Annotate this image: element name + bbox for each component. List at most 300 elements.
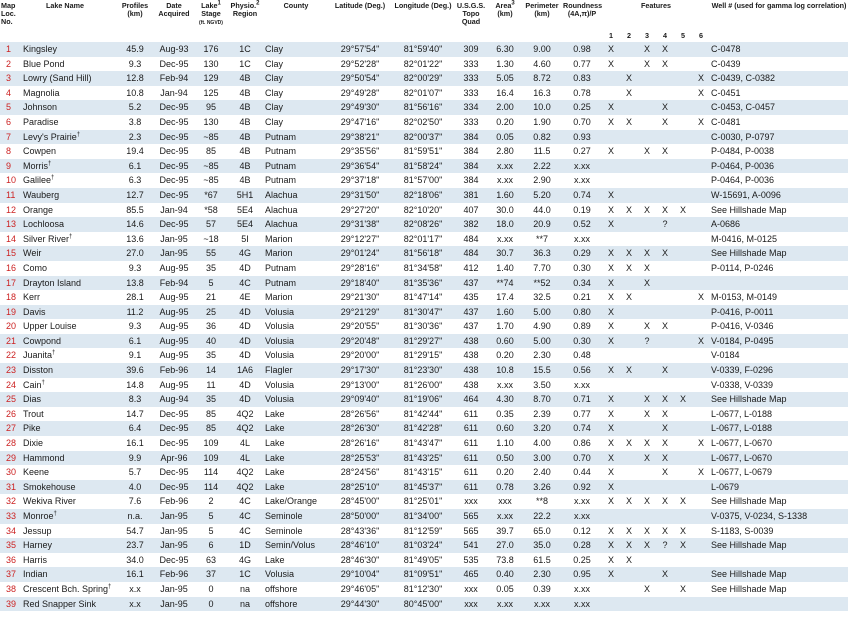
well-number: A-0686 bbox=[710, 217, 848, 232]
feature-5-mark bbox=[674, 305, 692, 320]
physio-region: 4D bbox=[226, 378, 264, 393]
map-loc-number: 29 bbox=[0, 451, 22, 466]
area-km2: 30.7 bbox=[488, 246, 522, 261]
latitude: 29°38'21" bbox=[328, 130, 392, 145]
latitude: 28°25'53" bbox=[328, 451, 392, 466]
perimeter-km: 61.5 bbox=[522, 553, 562, 568]
area-km2: 0.05 bbox=[488, 130, 522, 145]
feature-2-mark bbox=[620, 480, 638, 495]
well-number: See Hillshade Map bbox=[710, 203, 848, 218]
feature-5-mark bbox=[674, 86, 692, 101]
lake-name-text: Magnolia bbox=[23, 87, 60, 98]
perimeter-km: **8 bbox=[522, 494, 562, 509]
feature-5-mark bbox=[674, 334, 692, 349]
profiles-km: 5.2 bbox=[118, 100, 152, 115]
usgs-quad: 611 bbox=[454, 451, 488, 466]
longitude: 81°19'06" bbox=[392, 392, 454, 407]
table-row bbox=[0, 509, 848, 524]
lake-name-text: Smokehouse bbox=[23, 481, 76, 492]
feature-6-mark bbox=[692, 348, 710, 363]
lake-name bbox=[22, 130, 118, 145]
well-number: P-0464, P-0036 bbox=[710, 173, 848, 188]
feature-2-mark: X bbox=[620, 246, 638, 261]
feature-5-mark bbox=[674, 217, 692, 232]
usgs-quad: 381 bbox=[454, 188, 488, 203]
lake-stage: 5 bbox=[196, 524, 226, 539]
feature-5-mark bbox=[674, 421, 692, 436]
map-loc-number: 15 bbox=[0, 246, 22, 261]
feature-6-mark bbox=[692, 130, 710, 145]
profiles-km: 27.0 bbox=[118, 246, 152, 261]
area-km2: 1.70 bbox=[488, 319, 522, 334]
latitude: 28°26'16" bbox=[328, 436, 392, 451]
table-row bbox=[0, 363, 848, 378]
feature-5-mark bbox=[674, 290, 692, 305]
feature-2-mark bbox=[620, 378, 638, 393]
lake-name bbox=[22, 465, 118, 480]
well-number: L-0677, L-0188 bbox=[710, 407, 848, 422]
perimeter-km: 9.00 bbox=[522, 42, 562, 57]
longitude: 81°23'30" bbox=[392, 363, 454, 378]
lake-name bbox=[22, 378, 118, 393]
physio-region: 4D bbox=[226, 348, 264, 363]
profiles-km: 14.8 bbox=[118, 378, 152, 393]
usgs-quad: 611 bbox=[454, 407, 488, 422]
lake-name bbox=[22, 42, 118, 57]
table-row bbox=[0, 217, 848, 232]
area-km2: 10.8 bbox=[488, 363, 522, 378]
lake-stage: 130 bbox=[196, 57, 226, 72]
usgs-quad: 435 bbox=[454, 290, 488, 305]
lake-stage: 5 bbox=[196, 276, 226, 291]
feature-2-mark: X bbox=[620, 203, 638, 218]
feature-2-mark: X bbox=[620, 524, 638, 539]
feature-2-mark bbox=[620, 319, 638, 334]
longitude: 81°29'27" bbox=[392, 334, 454, 349]
date-acquired: Dec-95 bbox=[152, 100, 196, 115]
county: Lake bbox=[264, 451, 328, 466]
longitude: 81°56'18" bbox=[392, 246, 454, 261]
feature-2-mark: X bbox=[620, 115, 638, 130]
roundness: 0.30 bbox=[562, 261, 602, 276]
latitude: 28°45'00" bbox=[328, 494, 392, 509]
lake-stage: 85 bbox=[196, 144, 226, 159]
well-number: See Hillshade Map bbox=[710, 246, 848, 261]
feature-1-mark: X bbox=[602, 553, 620, 568]
feature-1-mark: X bbox=[602, 363, 620, 378]
roundness: 0.78 bbox=[562, 86, 602, 101]
map-loc-number: 22 bbox=[0, 348, 22, 363]
feature-2-mark bbox=[620, 509, 638, 524]
lake-stage: 85 bbox=[196, 407, 226, 422]
perimeter-km: 4.90 bbox=[522, 319, 562, 334]
feature-3-mark: X bbox=[638, 407, 656, 422]
feature-3-mark bbox=[638, 465, 656, 480]
usgs-quad: 464 bbox=[454, 392, 488, 407]
feature-1-mark bbox=[602, 582, 620, 597]
date-acquired: Aug-95 bbox=[152, 305, 196, 320]
usgs-quad: 334 bbox=[454, 100, 488, 115]
feature-3-mark bbox=[638, 290, 656, 305]
feature-6-mark bbox=[692, 42, 710, 57]
map-loc-number: 36 bbox=[0, 553, 22, 568]
profiles-km: 6.4 bbox=[118, 421, 152, 436]
county: Clay bbox=[264, 115, 328, 130]
dagger-mark: † bbox=[48, 160, 52, 167]
physio-region: 1D bbox=[226, 538, 264, 553]
feature-1-mark: X bbox=[602, 188, 620, 203]
well-number: C-0030, P-0797 bbox=[710, 130, 848, 145]
physio-region: 5E4 bbox=[226, 203, 264, 218]
table-row bbox=[0, 348, 848, 363]
roundness: x.xx bbox=[562, 509, 602, 524]
table-row bbox=[0, 86, 848, 101]
perimeter-km: 22.2 bbox=[522, 509, 562, 524]
perimeter-km: 2.40 bbox=[522, 465, 562, 480]
well-number bbox=[710, 597, 848, 612]
feature-3-mark: X bbox=[638, 246, 656, 261]
feature-3-mark: X bbox=[638, 203, 656, 218]
physio-region: 4D bbox=[226, 261, 264, 276]
longitude: 82°01'22" bbox=[392, 57, 454, 72]
feature-5-mark bbox=[674, 348, 692, 363]
feature-2-mark bbox=[620, 582, 638, 597]
county: Clay bbox=[264, 71, 328, 86]
map-loc-number: 37 bbox=[0, 567, 22, 582]
date-acquired: Dec-95 bbox=[152, 480, 196, 495]
longitude: 81°47'14" bbox=[392, 290, 454, 305]
physio-region: na bbox=[226, 582, 264, 597]
feature-1-mark bbox=[602, 130, 620, 145]
map-loc-number: 25 bbox=[0, 392, 22, 407]
county: Volusia bbox=[264, 378, 328, 393]
longitude: 81°12'30" bbox=[392, 582, 454, 597]
latitude: 28°50'00" bbox=[328, 509, 392, 524]
map-loc-number: 23 bbox=[0, 363, 22, 378]
lake-stage: 35 bbox=[196, 392, 226, 407]
feature-5-mark bbox=[674, 232, 692, 247]
feature-6-mark bbox=[692, 203, 710, 218]
feature-2-mark: X bbox=[620, 261, 638, 276]
physio-region: 5H1 bbox=[226, 188, 264, 203]
lake-stage: ~85 bbox=[196, 159, 226, 174]
well-number: W-15691, A-0096 bbox=[710, 188, 848, 203]
date-acquired: Aug-94 bbox=[152, 392, 196, 407]
feature-5-mark bbox=[674, 261, 692, 276]
date-acquired: Dec-95 bbox=[152, 173, 196, 188]
lake-stage: 21 bbox=[196, 290, 226, 305]
physio-region: 1C bbox=[226, 42, 264, 57]
usgs-quad: 611 bbox=[454, 421, 488, 436]
feature-5-mark bbox=[674, 553, 692, 568]
lake-name bbox=[22, 261, 118, 276]
feature-1-mark: X bbox=[602, 276, 620, 291]
longitude: 81°09'51" bbox=[392, 567, 454, 582]
feature-6-mark bbox=[692, 305, 710, 320]
lake-name bbox=[22, 436, 118, 451]
roundness: 0.86 bbox=[562, 436, 602, 451]
lake-stage: ~18 bbox=[196, 232, 226, 247]
latitude: 29°20'55" bbox=[328, 319, 392, 334]
longitude: 81°03'24" bbox=[392, 538, 454, 553]
lake-stage: 109 bbox=[196, 436, 226, 451]
feature-5-mark bbox=[674, 480, 692, 495]
physio-region: 4D bbox=[226, 305, 264, 320]
usgs-quad: 611 bbox=[454, 480, 488, 495]
physio-region: 4C bbox=[226, 494, 264, 509]
lake-stage: ~85 bbox=[196, 130, 226, 145]
area-km2: 1.40 bbox=[488, 261, 522, 276]
area-km2: 0.20 bbox=[488, 348, 522, 363]
date-acquired: Aug-95 bbox=[152, 261, 196, 276]
feature-6-mark bbox=[692, 57, 710, 72]
feature-4-mark: X bbox=[656, 42, 674, 57]
date-acquired: Feb-96 bbox=[152, 567, 196, 582]
usgs-quad: 484 bbox=[454, 232, 488, 247]
well-number: V-0184 bbox=[710, 348, 848, 363]
lake-name bbox=[22, 392, 118, 407]
roundness: 0.70 bbox=[562, 115, 602, 130]
table-row bbox=[0, 494, 848, 509]
feature-2-mark bbox=[620, 42, 638, 57]
perimeter-km: 65.0 bbox=[522, 524, 562, 539]
header-date: Date Acquired bbox=[158, 1, 190, 18]
feature-2-mark bbox=[620, 407, 638, 422]
feature-5-mark bbox=[674, 188, 692, 203]
header-feature-4: 4 bbox=[663, 31, 667, 40]
physio-region: 4G bbox=[226, 553, 264, 568]
well-number: C-0439 bbox=[710, 57, 848, 72]
county: Clay bbox=[264, 100, 328, 115]
date-acquired: Aug-95 bbox=[152, 319, 196, 334]
lake-name-text: Paradise bbox=[23, 116, 59, 127]
map-loc-number: 11 bbox=[0, 188, 22, 203]
physio-region: 4E bbox=[226, 290, 264, 305]
table-row bbox=[0, 144, 848, 159]
roundness: 0.29 bbox=[562, 246, 602, 261]
lake-name-text: Dixie bbox=[23, 438, 44, 449]
table-row bbox=[0, 42, 848, 57]
well-number: P-0416, V-0346 bbox=[710, 319, 848, 334]
county: Putnam bbox=[264, 276, 328, 291]
feature-1-mark: X bbox=[602, 480, 620, 495]
physio-region: 4Q2 bbox=[226, 480, 264, 495]
lake-name bbox=[22, 86, 118, 101]
lake-stage: 37 bbox=[196, 567, 226, 582]
map-loc-number: 20 bbox=[0, 319, 22, 334]
longitude: 81°57'00" bbox=[392, 173, 454, 188]
latitude: 28°43'36" bbox=[328, 524, 392, 539]
profiles-km: 39.6 bbox=[118, 363, 152, 378]
lake-stage: ~85 bbox=[196, 173, 226, 188]
profiles-km: 4.0 bbox=[118, 480, 152, 495]
longitude: 82°10'20" bbox=[392, 203, 454, 218]
area-km2: 1.30 bbox=[488, 57, 522, 72]
feature-1-mark: X bbox=[602, 319, 620, 334]
feature-6-mark bbox=[692, 509, 710, 524]
feature-3-mark: X bbox=[638, 261, 656, 276]
table-row bbox=[0, 261, 848, 276]
feature-3-mark bbox=[638, 305, 656, 320]
lake-name-text: Weir bbox=[23, 248, 42, 259]
longitude: 81°26'00" bbox=[392, 378, 454, 393]
profiles-km: 9.9 bbox=[118, 451, 152, 466]
perimeter-km: 35.0 bbox=[522, 538, 562, 553]
latitude: 29°35'56" bbox=[328, 144, 392, 159]
date-acquired: Jan-95 bbox=[152, 538, 196, 553]
feature-1-mark: X bbox=[602, 100, 620, 115]
area-km2: 0.50 bbox=[488, 451, 522, 466]
feature-4-mark bbox=[656, 597, 674, 612]
table-row bbox=[0, 115, 848, 130]
feature-4-mark: ? bbox=[656, 538, 674, 553]
well-number: M-0153, M-0149 bbox=[710, 290, 848, 305]
longitude: 82°00'29" bbox=[392, 71, 454, 86]
date-acquired: Jan-94 bbox=[152, 86, 196, 101]
profiles-km: 10.8 bbox=[118, 86, 152, 101]
feature-3-mark bbox=[638, 71, 656, 86]
usgs-quad: 333 bbox=[454, 71, 488, 86]
county: Lake bbox=[264, 436, 328, 451]
longitude: 82°01'17" bbox=[392, 232, 454, 247]
lake-name-text: Wekiva River bbox=[23, 496, 76, 507]
lake-name-text: Cowpond bbox=[23, 335, 62, 346]
date-acquired: Aug-95 bbox=[152, 348, 196, 363]
area-km2: x.xx bbox=[488, 173, 522, 188]
well-number: See Hillshade Map bbox=[710, 494, 848, 509]
feature-4-mark bbox=[656, 71, 674, 86]
well-number bbox=[710, 553, 848, 568]
table-row bbox=[0, 436, 848, 451]
physio-region: 4D bbox=[226, 319, 264, 334]
usgs-quad: 438 bbox=[454, 363, 488, 378]
date-acquired: Dec-95 bbox=[152, 436, 196, 451]
profiles-km: 9.1 bbox=[118, 348, 152, 363]
longitude: 81°25'01" bbox=[392, 494, 454, 509]
well-number: See Hillshade Map bbox=[710, 582, 848, 597]
feature-1-mark: X bbox=[602, 538, 620, 553]
dagger-mark: † bbox=[51, 175, 55, 182]
usgs-quad: 438 bbox=[454, 334, 488, 349]
lake-name bbox=[22, 159, 118, 174]
feature-3-mark bbox=[638, 100, 656, 115]
lake-name bbox=[22, 203, 118, 218]
table-row bbox=[0, 392, 848, 407]
profiles-km: 28.1 bbox=[118, 290, 152, 305]
roundness: 0.27 bbox=[562, 144, 602, 159]
date-acquired: Aug-95 bbox=[152, 378, 196, 393]
profiles-km: 12.8 bbox=[118, 71, 152, 86]
roundness: 0.25 bbox=[562, 553, 602, 568]
usgs-quad: 438 bbox=[454, 378, 488, 393]
profiles-km: 9.3 bbox=[118, 261, 152, 276]
latitude: 28°25'10" bbox=[328, 480, 392, 495]
feature-4-mark: X bbox=[656, 494, 674, 509]
feature-6-mark bbox=[692, 480, 710, 495]
latitude: 29°09'40" bbox=[328, 392, 392, 407]
roundness: 0.74 bbox=[562, 421, 602, 436]
feature-4-mark: X bbox=[656, 203, 674, 218]
county: Putnam bbox=[264, 144, 328, 159]
feature-5-mark bbox=[674, 42, 692, 57]
profiles-km: 5.7 bbox=[118, 465, 152, 480]
well-number: P-0416, P-0011 bbox=[710, 305, 848, 320]
area-km2: 16.4 bbox=[488, 86, 522, 101]
map-loc-number: 4 bbox=[0, 86, 22, 101]
perimeter-km: 3.20 bbox=[522, 421, 562, 436]
longitude: 82°01'07" bbox=[392, 86, 454, 101]
lake-stage: 6 bbox=[196, 538, 226, 553]
roundness: x.xx bbox=[562, 494, 602, 509]
longitude: 81°58'24" bbox=[392, 159, 454, 174]
latitude: 29°12'27" bbox=[328, 232, 392, 247]
county: Lake bbox=[264, 553, 328, 568]
lake-name bbox=[22, 290, 118, 305]
feature-2-mark: X bbox=[620, 86, 638, 101]
roundness: x.xx bbox=[562, 582, 602, 597]
area-km2: x.xx bbox=[488, 232, 522, 247]
lake-stage: 95 bbox=[196, 100, 226, 115]
longitude: 81°59'40" bbox=[392, 42, 454, 57]
table-row bbox=[0, 334, 848, 349]
area-km2: 18.0 bbox=[488, 217, 522, 232]
feature-5-mark bbox=[674, 100, 692, 115]
feature-5-mark bbox=[674, 597, 692, 612]
profiles-km: 16.1 bbox=[118, 436, 152, 451]
county: Semin/Volus bbox=[264, 538, 328, 553]
date-acquired: Dec-95 bbox=[152, 217, 196, 232]
latitude: 29°27'20" bbox=[328, 203, 392, 218]
table-row bbox=[0, 582, 848, 597]
profiles-km: 54.7 bbox=[118, 524, 152, 539]
profiles-km: 6.1 bbox=[118, 159, 152, 174]
lake-name bbox=[22, 319, 118, 334]
lake-name-text: Drayton Island bbox=[23, 277, 82, 288]
area-km2: 27.0 bbox=[488, 538, 522, 553]
feature-6-mark bbox=[692, 451, 710, 466]
roundness: 0.95 bbox=[562, 567, 602, 582]
profiles-km: 6.3 bbox=[118, 173, 152, 188]
county: Volusia bbox=[264, 567, 328, 582]
physio-region: 4D bbox=[226, 334, 264, 349]
perimeter-km: 8.70 bbox=[522, 392, 562, 407]
physio-region: 4Q2 bbox=[226, 407, 264, 422]
usgs-quad: 333 bbox=[454, 57, 488, 72]
lake-stage: 5 bbox=[196, 509, 226, 524]
county: Volusia bbox=[264, 392, 328, 407]
profiles-km: n.a. bbox=[118, 509, 152, 524]
feature-3-mark bbox=[638, 232, 656, 247]
longitude: 81°56'16" bbox=[392, 100, 454, 115]
well-number: M-0416, M-0125 bbox=[710, 232, 848, 247]
well-number: See Hillshade Map bbox=[710, 538, 848, 553]
header-county: County bbox=[283, 1, 309, 10]
feature-3-mark: X bbox=[638, 582, 656, 597]
physio-region: 4D bbox=[226, 392, 264, 407]
physio-region: 4C bbox=[226, 276, 264, 291]
feature-2-mark bbox=[620, 465, 638, 480]
area-km2: 17.4 bbox=[488, 290, 522, 305]
table-row bbox=[0, 276, 848, 291]
feature-4-mark: X bbox=[656, 524, 674, 539]
lake-name bbox=[22, 582, 118, 597]
usgs-quad: 565 bbox=[454, 509, 488, 524]
area-km2: 4.30 bbox=[488, 392, 522, 407]
feature-3-mark: ? bbox=[638, 334, 656, 349]
lake-name-text: Hammond bbox=[23, 452, 65, 463]
feature-5-mark: X bbox=[674, 203, 692, 218]
well-number: V-0375, V-0234, S-1338 bbox=[710, 509, 848, 524]
